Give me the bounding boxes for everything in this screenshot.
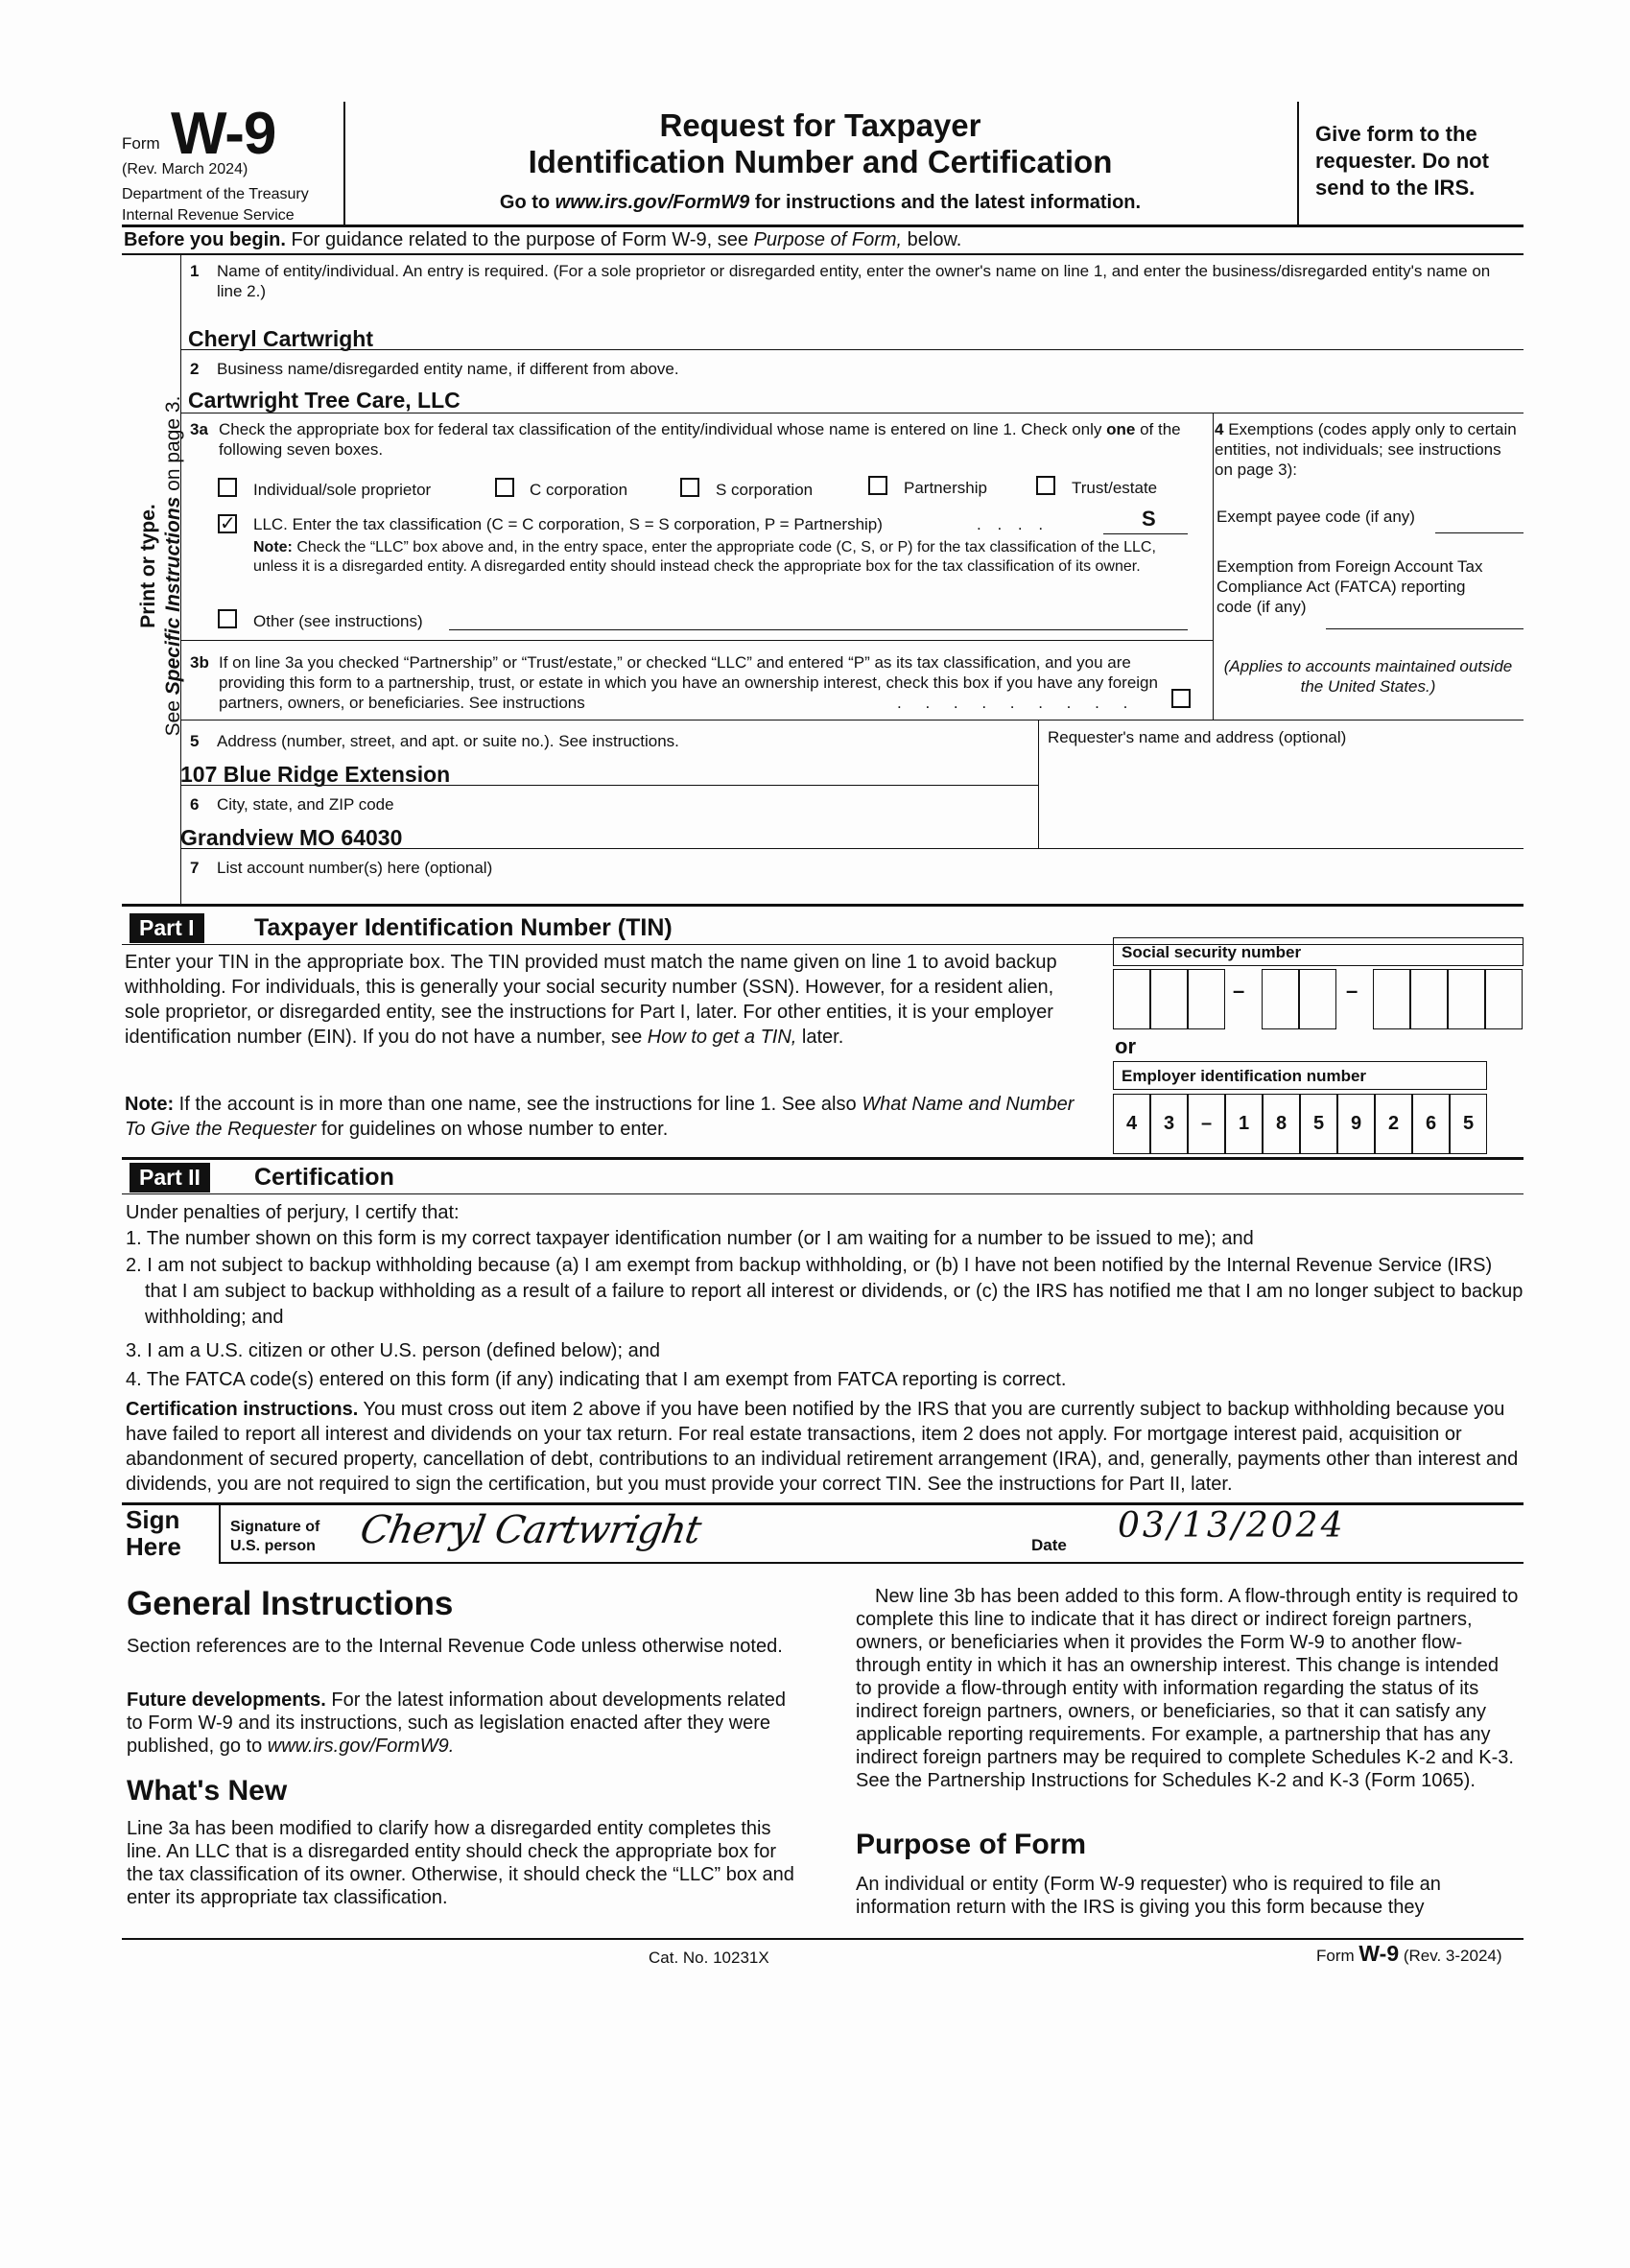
line3b-text: If on line 3a you checked “Partnership” or “Trust/estate,” or checked “LLC” and entered “P” as its tax classification, and you are providing this form to a partnership, trust, or estate in which you have an ownership interest, check this box if you have any foreign partners, owners, or beneficiaries. See instructions [219, 653, 1158, 712]
side-label: Print or type. See Specific Instructions on page 3. [137, 395, 184, 737]
sign-divider [219, 1504, 221, 1562]
checkbox-llc[interactable]: ✓ [220, 513, 236, 534]
future-developments: Future developments. For the latest information about developments related to Form W-9 and its instructions, such as legislation enacted after they were published, go to www.irs.gov/FormW9. [127, 1689, 786, 1757]
ein-digit[interactable]: 8 [1263, 1094, 1300, 1154]
ssn-digit-box[interactable] [1188, 969, 1225, 1029]
line5-num: 5 [190, 732, 200, 750]
line2-business-input[interactable]: Cartwright Tree Care, LLC [188, 388, 461, 413]
ssn-label: Social security number [1113, 937, 1524, 966]
form-label: Form [122, 134, 160, 153]
checkbox-trust-estate[interactable] [1036, 476, 1055, 495]
ssn-digit-box[interactable] [1448, 969, 1485, 1029]
signature-field[interactable]: Cheryl Cartwright [356, 1508, 704, 1552]
checkbox-foreign-partners[interactable] [1171, 689, 1191, 708]
ein-digit[interactable]: 1 [1225, 1094, 1263, 1154]
line3a-rule [180, 640, 1213, 641]
date-field[interactable]: 03/13/2024 [1118, 1506, 1346, 1546]
side-divider [180, 253, 181, 904]
line3b-rule [180, 720, 1524, 721]
line5-label: Address (number, street, and apt. or suite no.). See instructions. [217, 732, 679, 750]
sign-top-rule [122, 1502, 1524, 1505]
line1-label: Name of entity/individual. An entry is required. (For a sole proprietor or disregarded entity, enter the owner's name on line 1, and enter the business/disregarded entity's name on line 2.) [217, 262, 1491, 300]
signature-line [219, 1562, 1524, 1564]
exempt-payee-label: Exempt payee code (if any) [1217, 508, 1415, 526]
line6-num: 6 [190, 795, 200, 814]
fatca-input[interactable] [1326, 628, 1524, 629]
line1-num: 1 [190, 262, 200, 280]
part1-paragraph: Enter your TIN in the appropriate box. The TIN provided must match the name given on line 1 to avoid backup withholding. For individuals, this is generally your social security number (SSN). However, for a resident alien, sole proprietor, or disregarded entity, see the instructions for Part I, later. For other entities, it is your employer identification number (EIN). If you do not have a number, see How to get a TIN, later. [125, 952, 1057, 1048]
catalog-number: Cat. No. 10231X [649, 1949, 769, 1967]
exempt-payee-input[interactable] [1435, 532, 1524, 533]
footer-form-id: Form W-9 (Rev. 3-2024) [1316, 1941, 1502, 1966]
part1-label: Part I [130, 913, 204, 943]
llc-dots: . . . . [977, 515, 1050, 533]
ein-digit[interactable]: 3 [1150, 1094, 1188, 1154]
ssn-digit-box[interactable] [1262, 969, 1299, 1029]
llc-classification-input[interactable]: S [1142, 507, 1156, 531]
requester-divider [1038, 720, 1039, 848]
line5-address-input[interactable]: 107 Blue Ridge Extension [180, 762, 451, 787]
cert-item-1: 1. The number shown on this form is my correct taxpayer identification number (or I am waiting for a number to be issued to me); and [126, 1228, 1254, 1249]
tin-or: or [1115, 1034, 1136, 1058]
give-form-note: Give form to the requester. Do not send to the IRS. [1315, 122, 1489, 200]
option-c-corp-label: C corporation [530, 481, 628, 499]
part2-label: Part II [130, 1163, 210, 1193]
ssn-digit-box[interactable] [1113, 969, 1150, 1029]
general-instructions-heading: General Instructions [127, 1585, 454, 1622]
header-divider-right [1297, 102, 1299, 224]
perjury-intro: Under penalties of perjury, I certify that: [126, 1202, 460, 1223]
line2-label: Business name/disregarded entity name, if different from above. [217, 360, 679, 378]
date-label: Date [1031, 1536, 1067, 1554]
identification-bottom-rule [122, 904, 1524, 907]
ein-dash: – [1188, 1094, 1225, 1154]
purpose-text: An individual or entity (Form W-9 requester) who is required to file an information return with the IRS is giving you this form because they [856, 1874, 1441, 1918]
part1-bottom-rule [122, 1157, 1524, 1160]
other-entry-rule [449, 629, 1188, 630]
ein-digit[interactable]: 5 [1300, 1094, 1337, 1154]
ein-digit[interactable]: 9 [1337, 1094, 1375, 1154]
before-you-begin: Before you begin. For guidance related to the purpose of Form W-9, see Purpose of Form, below. [124, 229, 962, 250]
fatca-applies-note: (Applies to accounts maintained outside the United States.) [1223, 657, 1513, 696]
cert-item-3: 3. I am a U.S. citizen or other U.S. person (defined below); and [126, 1340, 660, 1361]
sign-here-label: Sign Here [126, 1505, 181, 1561]
checkbox-s-corporation[interactable] [680, 478, 699, 497]
purpose-heading: Purpose of Form [856, 1829, 1087, 1860]
part2-title: Certification [254, 1164, 394, 1191]
line6-label: City, state, and ZIP code [217, 795, 394, 814]
line6-city-input[interactable]: Grandview MO 64030 [180, 825, 403, 850]
form-number: W-9 [171, 101, 276, 167]
line2-num: 2 [190, 360, 200, 378]
form-revision: (Rev. March 2024) [122, 161, 248, 177]
part1-title: Taxpayer Identification Number (TIN) [254, 914, 673, 941]
option-s-corp-label: S corporation [716, 481, 814, 499]
before-rule [122, 253, 1524, 255]
whats-new-text: Line 3a has been modified to clarify how a disregarded entity completes this line. An LLC that is a disregarded entity should check the appropriate box for the tax classification of its owner. Otherwise, it should check the “LLC” box and enter its appropriate tax classification. [127, 1818, 794, 1908]
whats-new-heading: What's New [127, 1775, 288, 1807]
line5-rule [180, 785, 1038, 786]
new-line-3b-paragraph: New line 3b has been added to this form. A flow-through entity is required to complete this line to indicate that it has direct or indirect foreign partners, owners, or beneficiaries when it provides the Form W-9 to another flow-through entity in which it has an ownership interest. This change is intended to provide a flow-through entity with information regarding the status of its indirect foreign partners, owners, or beneficiaries, so that it can satisfy any applicable reporting requirements. For example, a partnership that has any indirect foreign partners may be required to complete Schedules K-2 and K-3. See the Partnership Instructions for Schedules K-2 and K-3 (Form 1065). [856, 1586, 1519, 1791]
llc-entry-rule [1103, 533, 1188, 534]
ein-digit[interactable]: 5 [1450, 1094, 1487, 1154]
option-individual-label: Individual/sole proprietor [253, 481, 432, 499]
department: Department of the Treasury [122, 186, 309, 202]
cert-item-4: 4. The FATCA code(s) entered on this form (if any) indicating that I am exempt from FATCA reporting is correct. [126, 1369, 1067, 1390]
line1-name-input[interactable]: Cheryl Cartwright [188, 326, 373, 351]
ein-digit[interactable]: 4 [1113, 1094, 1150, 1154]
checkbox-c-corporation[interactable] [495, 478, 514, 497]
checkbox-individual[interactable] [218, 478, 237, 497]
form-title: Request for Taxpayer Identification Number and Certification [528, 107, 1113, 179]
llc-label: LLC. Enter the tax classification (C = C corporation, S = S corporation, P = Partnership) [253, 515, 883, 533]
ssn-digit-box[interactable] [1299, 969, 1336, 1029]
option-trust-label: Trust/estate [1072, 479, 1158, 497]
line3a-num: 3a [190, 420, 208, 438]
ssn-digit-box[interactable] [1150, 969, 1188, 1029]
ein-label: Employer identification number [1113, 1061, 1487, 1090]
line3b-dots: . . . . . . . . . [897, 694, 1138, 712]
ein-digit[interactable]: 2 [1375, 1094, 1412, 1154]
goto-instructions: Go to www.irs.gov/FormW9 for instructions and the latest information. [499, 192, 1142, 213]
ssn-dash: – [1346, 979, 1358, 1003]
cert-item-2: 2. I am not subject to backup withholding because (a) I am exempt from backup withholding, or (b) I have not been notified by the Internal Revenue Service (IRS) that I am subject to backup withholding as a result of a failure to report all interest or dividends, or (c) the IRS has notified me that I am no longer subject to backup withholding; and [126, 1255, 1524, 1328]
other-label: Other (see instructions) [253, 612, 423, 630]
certification-instructions: Certification instructions. You must cross out item 2 above if you have been notified by the IRS that you are currently subject to backup withholding because you have failed to report all interest and dividends on your tax return. For real estate transactions, item 2 does not apply. For mortgage interest paid, acquisition or abandonment of secured property, cancellation of debt, contributions to an individual retirement arrangement (IRA), and, generally, payments other than interest and dividends, you are not required to sign the certification, but you must provide your correct TIN. See the instructions for Part II, later. [126, 1399, 1519, 1495]
option-partnership-label: Partnership [904, 479, 987, 497]
ssn-dash: – [1233, 979, 1245, 1003]
service: Internal Revenue Service [122, 207, 295, 224]
line7-num: 7 [190, 859, 200, 877]
part1-note: Note: If the account is in more than one name, see the instructions for line 1. See also What Name and Number To Give the Requester for guidelines on whose number to enter. [125, 1094, 1075, 1140]
ssn-digit-box[interactable] [1485, 969, 1523, 1029]
ein-digit[interactable]: 6 [1412, 1094, 1450, 1154]
line7-label: List account number(s) here (optional) [217, 859, 493, 877]
signature-label: Signature of U.S. person [230, 1519, 320, 1554]
exemptions-divider [1213, 413, 1214, 720]
line3a-label: Check the appropriate box for federal tax classification of the entity/individual whose name is entered on line 1. Check only one of the following seven boxes. [219, 420, 1181, 459]
requester-label: Requester's name and address (optional) [1048, 728, 1347, 746]
footer-rule [122, 1938, 1524, 1940]
ssn-digit-box[interactable] [1410, 969, 1448, 1029]
line3b-num: 3b [190, 653, 209, 672]
irs-link[interactable]: www.irs.gov/FormW9 [555, 192, 750, 213]
line4-label: 4 Exemptions (codes apply only to certain entities, not individuals; see instructions on page 3): [1215, 420, 1517, 479]
part2-title-rule [122, 1193, 1524, 1194]
checkbox-partnership[interactable] [868, 476, 887, 495]
llc-note: Note: Check the “LLC” box above and, in the entry space, enter the appropriate code (C, S, or P) for the tax classification of the LLC, unless it is a disregarded entity. A disregarded entity should instead check the appropriate box for the tax classification of its owner. [253, 539, 1156, 575]
general-intro: Section references are to the Internal Revenue Code unless otherwise noted. [127, 1636, 783, 1657]
future-url[interactable]: www.irs.gov/FormW9. [267, 1736, 455, 1757]
fatca-label: Exemption from Foreign Account Tax Compliance Act (FATCA) reporting code (if any) [1217, 557, 1483, 616]
line1-rule [180, 349, 1524, 350]
line6-rule [180, 848, 1524, 849]
header-rule [122, 224, 1524, 227]
ssn-digit-box[interactable] [1373, 969, 1410, 1029]
checkbox-other[interactable] [218, 609, 237, 628]
